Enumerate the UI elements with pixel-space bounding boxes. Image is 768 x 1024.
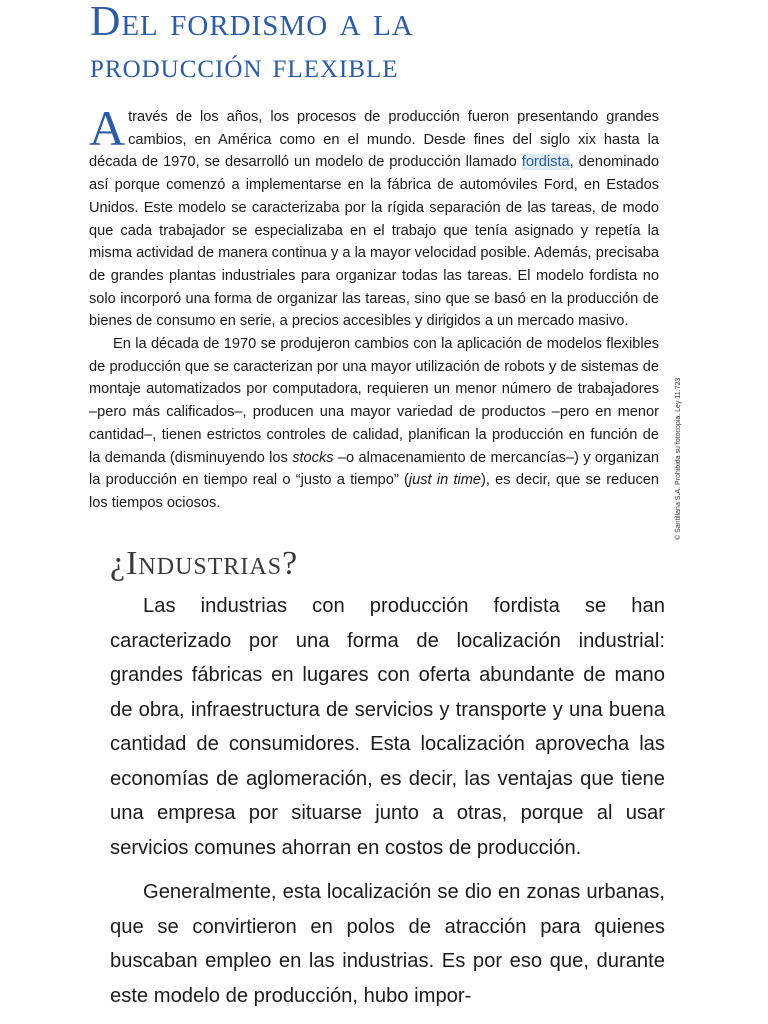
paragraph-2-text-a: En la década de 1970 se produjeron cambios con la aplicación de modelos flexibles de producción que se caracterizan por una mayor utilización de robots y de sistemas de montaje automatizados por computadora, requieren un menor número de trabajadores –pero más calificados–, producen una mayor variedad de productos –pero en menor cantidad–, tienen estrictos controles de calidad, planifican la producción en función de la demanda (disminuyendo los bbox=[89, 336, 659, 466]
copyright-text: © Santillana S.A. Prohibida su fotocopia. Ley 11.723 bbox=[675, 377, 682, 540]
bottom-body-text bbox=[110, 589, 665, 1013]
page-title bbox=[90, 0, 414, 86]
paragraph-zonas-urbanas: Generalmente, esta localización se dio en zonas urbanas, que se convirtieron en polos de atracción para quienes buscaban empleo en las industrias. Es por eso que, durante este modelo de producción, hubo impor- bbox=[110, 881, 665, 1007]
bottom-page-section bbox=[0, 545, 768, 1024]
title-line-2: producción flexible bbox=[90, 45, 399, 85]
top-body-text bbox=[89, 100, 659, 515]
paragraph-fordismo bbox=[89, 100, 659, 333]
drop-cap: A bbox=[89, 100, 126, 156]
italic-term-stocks: stocks bbox=[292, 449, 334, 466]
section-heading: ¿Industrias? bbox=[110, 545, 299, 582]
paragraph-localizacion: Las industrias con producción fordista se han caracterizado por una forma de localización industrial: grandes fábricas en lugares con oferta abundante de mano de obra, infraestructura de servicios y transporte y una buena cantidad de consumidores. Esta localización aprovecha las economías de aglomeración, es decir, las ventajas que tiene una empresa por situarse junto a otras, porque al usar servicios comunes ahorran en costos de producción. bbox=[110, 595, 665, 859]
italic-term-just-in-time: just in time bbox=[408, 472, 482, 489]
highlighted-term-fordista: fordista bbox=[521, 154, 570, 171]
paragraph-flexible bbox=[89, 333, 659, 515]
paragraph-2-text-b: –o almacenamiento de mercancías–) y organizan la producción en tiempo real o “justo a tiempo” ( bbox=[89, 449, 659, 489]
paragraph-1-text-b: , denominado así porque comenzó a implementarse en la fábrica de automóviles Ford, en Estados Unidos. Este modelo se caracterizaba por la rígida separación de las tareas, de modo que cada trabajador se especializaba en el trabajo que tenía asignado y repetía la misma actividad de manera continua y a la mayor velocidad posible. Además, precisaba de grandes plantas industriales para organizar todas las tareas. El modelo fordista no solo incorporó una forma de organizar las tareas, sino que se basó en la producción de bienes de consumo en serie, a precios accesibles y dirigidos a un mercado masivo. bbox=[89, 154, 659, 330]
copyright-side-note bbox=[675, 330, 693, 540]
paragraph-1-text-a: través de los años, los procesos de producción fueron presentando grandes cambios, en América como en el mundo. Desde fines del siglo xix hasta la década de 1970, se desarrolló un modelo de producción llamado bbox=[89, 109, 659, 171]
title-line-1: Del fordismo a la bbox=[90, 0, 414, 45]
paragraph-2-text-c: ), es decir, que se reducen los tiempos ociosos. bbox=[89, 472, 659, 511]
